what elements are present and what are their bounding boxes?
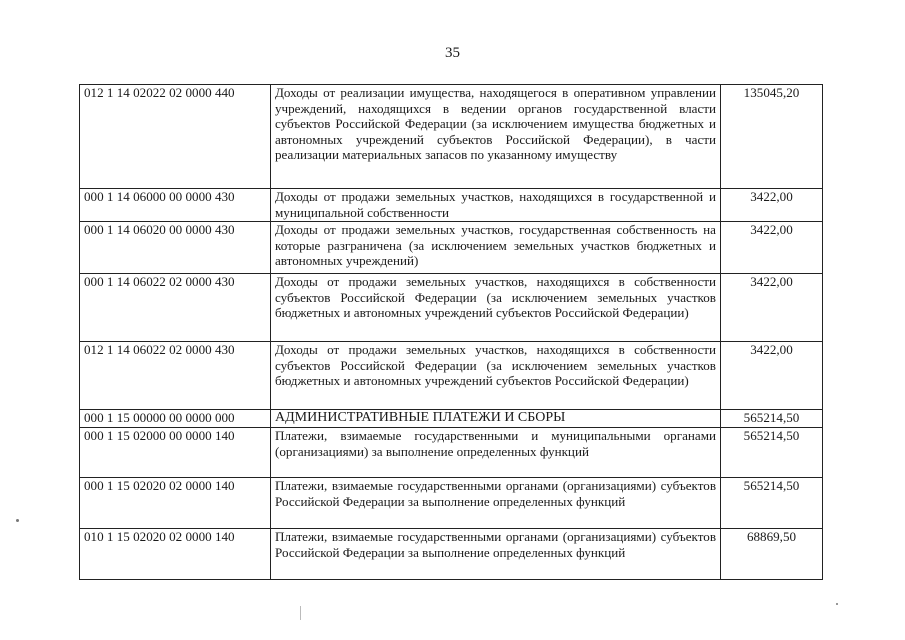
amount-value: 565214,50: [721, 428, 823, 478]
amount-value: 68869,50: [721, 529, 823, 580]
budget-code: 000 1 15 00000 00 0000 000: [80, 410, 271, 428]
budget-code: 000 1 14 06022 02 0000 430: [80, 274, 271, 342]
revenue-description: Платежи, взимаемые государственными и муниципальными органами (организациями) за выполнение определенных функций: [271, 428, 721, 478]
revenue-description: Доходы от реализации имущества, находящегося в оперативном управлении учреждений, находящихся в ведении органов государственной власти субъектов Российской Федерации (за исключением имущества бюджетных и автономных учреждений субъектов Российской Федерации), в части реализации материальных запасов по указанному имуществу: [271, 85, 721, 189]
budget-code: 000 1 15 02020 02 0000 140: [80, 478, 271, 529]
page-number: 35: [445, 45, 460, 61]
budget-code: 010 1 15 02020 02 0000 140: [80, 529, 271, 580]
table-row: [80, 189, 823, 222]
budget-code: 012 1 14 02022 02 0000 440: [80, 85, 271, 189]
table-row: [80, 529, 823, 580]
revenue-description: Платежи, взимаемые государственными органами (организациями) субъектов Российской Федерации за выполнение определенных функций: [271, 478, 721, 529]
revenue-description: Доходы от продажи земельных участков, государственная собственность на которые разграничена (за исключением земельных участков бюджетных и автономных учреждений): [271, 222, 721, 274]
scan-speck: [16, 519, 19, 522]
revenue-table: [79, 84, 823, 580]
budget-code: 012 1 14 06022 02 0000 430: [80, 342, 271, 410]
scan-speck: [300, 606, 301, 620]
table-row: [80, 478, 823, 529]
budget-code: 000 1 15 02000 00 0000 140: [80, 428, 271, 478]
budget-code: 000 1 14 06020 00 0000 430: [80, 222, 271, 274]
scan-speck: [836, 603, 838, 605]
table-row: [80, 342, 823, 410]
table-row: [80, 410, 823, 428]
table-row: [80, 222, 823, 274]
amount-value: 3422,00: [721, 274, 823, 342]
amount-value: 135045,20: [721, 85, 823, 189]
amount-value: 3422,00: [721, 222, 823, 274]
revenue-description: Доходы от продажи земельных участков, находящихся в государственной и муниципальной собственности: [271, 189, 721, 222]
section-heading: АДМИНИСТРАТИВНЫЕ ПЛАТЕЖИ И СБОРЫ: [271, 410, 721, 428]
revenue-description: Доходы от продажи земельных участков, находящихся в собственности субъектов Российской Федерации (за исключением земельных участков бюджетных и автономных учреждений субъектов Российской Федерации): [271, 274, 721, 342]
table-row: [80, 428, 823, 478]
amount-value: 565214,50: [721, 478, 823, 529]
amount-value: 3422,00: [721, 342, 823, 410]
budget-code: 000 1 14 06000 00 0000 430: [80, 189, 271, 222]
amount-value: 565214,50: [721, 410, 823, 428]
revenue-description: Доходы от продажи земельных участков, находящихся в собственности субъектов Российской Федерации (за исключением земельных участков бюджетных и автономных учреждений субъектов Российской Федерации): [271, 342, 721, 410]
revenue-description: Платежи, взимаемые государственными органами (организациями) субъектов Российской Федерации за выполнение определенных функций: [271, 529, 721, 580]
amount-value: 3422,00: [721, 189, 823, 222]
table-row: [80, 85, 823, 189]
table-row: [80, 274, 823, 342]
